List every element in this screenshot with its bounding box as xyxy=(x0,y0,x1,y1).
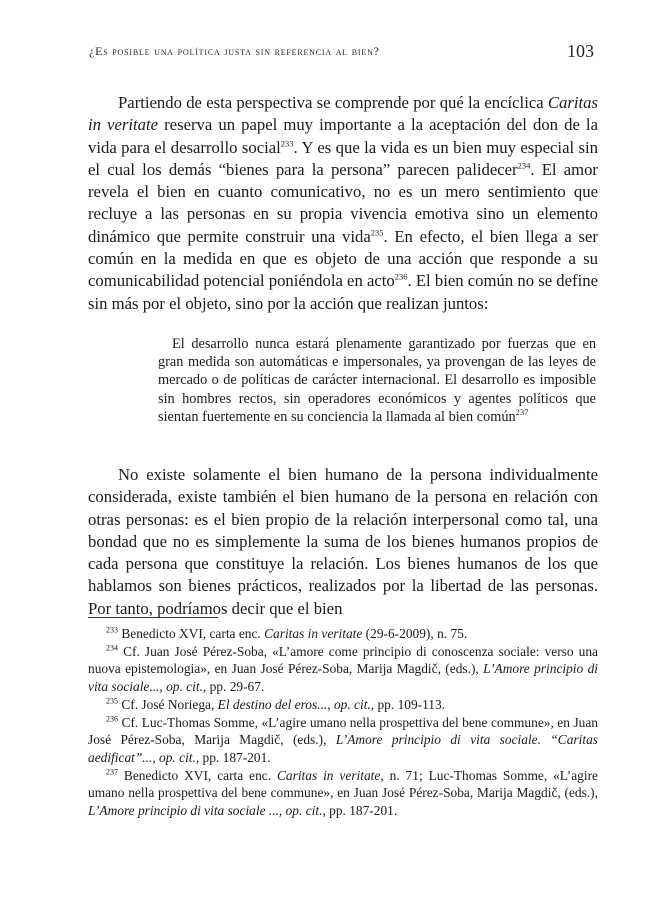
footnote-text: , n. 71; Luc-Thomas Somme, «L’agire umano nella prospettiva del bene commune», en Juan José Pérez-Soba, Marija Magdič, (eds.), xyxy=(88,767,598,801)
paragraph-2 xyxy=(88,464,598,620)
footnote-text: Cf. Juan José Pérez-Soba, «L’amore come principio di conoscenza sociale: verso una nuova epistemologia», en Juan José Pérez-Soba, Marija Magdič, (eds.), xyxy=(88,643,598,677)
footnote-text: Benedicto XVI, carta enc. xyxy=(118,767,277,783)
block-quote-text: El desarrollo nunca estará plenamente garantizado por fuerzas que en gran medida son automáticas e impersonales, ya provengan de las leyes de mercado o de políticas de carácter internacional. El desarrollo es imposible sin hombres rectos, sin operadores económicos y agentes políticos que sientan fuertemente en su conciencia la llamada al bien común xyxy=(158,336,596,425)
footnote-ref-235: 235 xyxy=(370,227,384,238)
footnote-italic: L’Amore principio di vita sociale..., op. cit. xyxy=(88,661,598,695)
footnote-number: 237 xyxy=(106,767,118,777)
footnote-235 xyxy=(88,696,598,714)
paragraph-1-text-a: Partiendo de esta perspectiva se comprende por qué la encíclica xyxy=(118,93,548,112)
footnote-number: 233 xyxy=(106,625,118,635)
footnote-number: 236 xyxy=(106,714,118,724)
footnote-text: , pp. 187-201. xyxy=(322,803,398,819)
paragraph-1-text-b: reserva un papel muy importante a la aceptación del don de la vida para el desarrollo social xyxy=(88,115,598,157)
running-title: ¿Es posible una política justa sin referencia al bien? xyxy=(89,44,380,58)
footnote-text: Cf. José Noriega, xyxy=(118,696,218,712)
footnote-number: 235 xyxy=(106,696,118,706)
footnote-ref-233: 233 xyxy=(280,138,294,149)
footnote-text: (29-6-2009), n. 75. xyxy=(362,626,468,641)
footnote-italic: El destino del eros..., op. cit. xyxy=(217,696,371,712)
footnote-text: , pp. 109-113. xyxy=(370,696,446,712)
work-title: Caritas in veritate xyxy=(88,93,598,135)
footnote-text: Benedicto XVI, carta enc. xyxy=(118,626,265,641)
page-number: 103 xyxy=(567,41,594,61)
footnotes xyxy=(88,625,598,820)
paragraph-1-text-f: . El bien común no se define sin más por el objeto, sino por la acción que realizan juntos: xyxy=(88,271,598,313)
footnote-italic: L’Amore principio di vita sociale. “Caritas aedificat”..., op. cit. xyxy=(88,732,598,765)
paragraph-1-text-e: . En efecto, el bien llega a ser común en la medida en que es objeto de una acción que responde a su comunicabilidad potencial poniéndola en acto xyxy=(88,226,598,291)
footnote-number: 234 xyxy=(106,643,118,653)
footnote-text: , pp. 187-201. xyxy=(195,749,271,765)
paragraph-1 xyxy=(88,92,598,315)
footnote-234 xyxy=(88,643,598,696)
footnote-ref-234: 234 xyxy=(517,160,531,171)
paragraph-1-text-c: . Y es que la vida es un bien muy especial sin el cual los demás “bienes para la persona” parecen palidecer xyxy=(88,137,598,179)
footnote-italic: Caritas in veritate xyxy=(276,767,381,783)
footnote-italic: L’Amore principio di vita sociale ..., op. cit. xyxy=(88,803,323,819)
footnote-233 xyxy=(88,625,598,643)
footnote-ref-236: 236 xyxy=(394,271,408,282)
footnote-237 xyxy=(88,767,598,820)
block-quote xyxy=(158,335,596,426)
footnote-text: Cf. Luc-Thomas Somme, «L’agire umano nella prospettiva del bene commune», en Juan José Pérez-Soba, Marija Magdič, (eds.), xyxy=(88,714,598,748)
footnote-text: , pp. 29-67. xyxy=(202,679,265,695)
footnote-ref-237: 237 xyxy=(515,407,529,418)
footnote-italic: Caritas in veritate xyxy=(264,626,363,641)
paragraph-1-text-d: . El amor revela el bien en cuanto comunicativo, no es un mero sentimiento que recluye a las personas en su propia vivencia emotiva sino un elemento dinámico que permite construir una vida xyxy=(88,159,598,246)
paragraph-2-text: No existe solamente el bien humano de la persona individualmente considerada, existe también el bien humano de la persona en relación con otras personas: es el bien propio de la relación interpersonal como tal, una bondad que no es simplemente la suma de los bienes humanos propios de cada persona que constituye la relación. Los bienes humanos de los que hablamos son bienes prácticos, realizados por la libertad de las personas. Por tanto, podríamos decir que el bien xyxy=(88,465,598,618)
footnote-236 xyxy=(88,714,598,767)
footnote-divider xyxy=(88,617,218,618)
